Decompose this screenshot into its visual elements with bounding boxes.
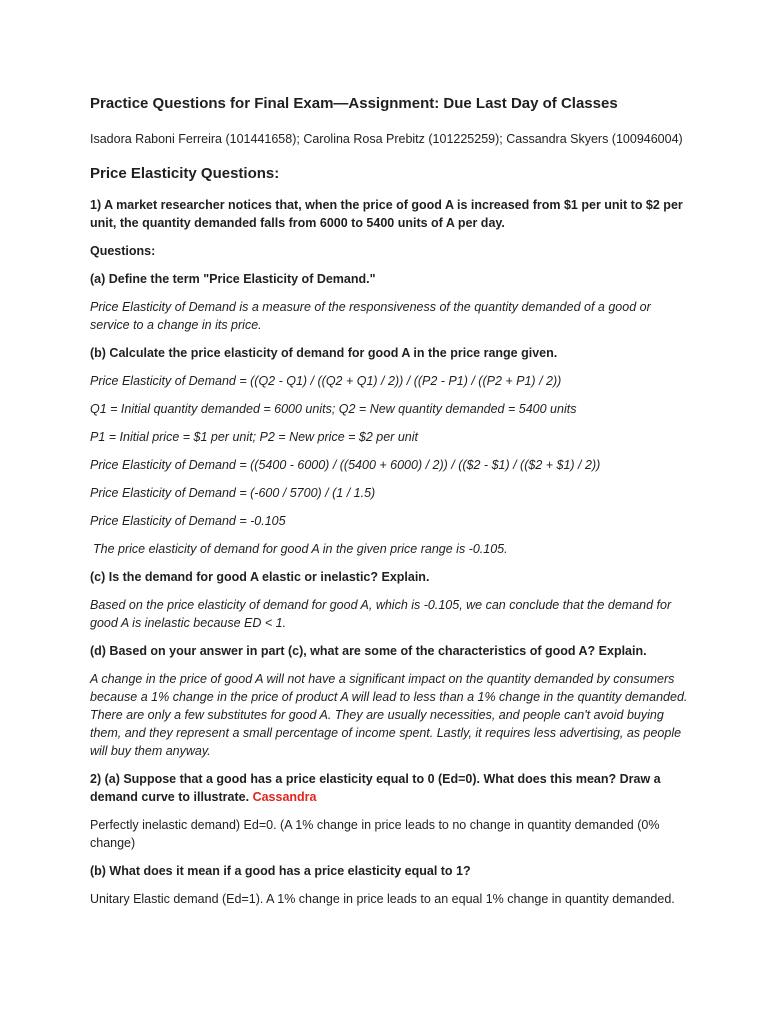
author-list: Isadora Raboni Ferreira (101441658); Carolina Rosa Prebitz (101225259); Cassandra Skyers (100946004) — [90, 132, 683, 146]
answer-1d: A change in the price of good A will not have a significant impact on the quantity demanded by consumers because a 1% change in the price of product A will lead to less than a 1% change in the quantity demanded. There are only a few substitutes for good A. They are usually necessities, and people can't avoid buying them, and they represent a small percentage of income spent. Lastly, it requires less advertising, as people will buy them anyway. — [90, 672, 688, 758]
question-1: 1) A market researcher notices that, when the price of good A is increased from $1 per unit to $2 per unit, the quantity demanded falls from 6000 to 5400 units of A per day. — [90, 198, 683, 230]
answer-1b-line: Price Elasticity of Demand = ((5400 - 6000) / ((5400 + 6000) / 2)) / (($2 - $1) / (($2 + $1) / 2)) — [90, 458, 601, 472]
answer-2a: Perfectly inelastic demand) Ed=0. (A 1% change in price leads to no change in quantity demanded (0% change) — [90, 818, 660, 850]
answer-1b-line: Q1 = Initial quantity demanded = 6000 units; Q2 = New quantity demanded = 5400 units — [90, 402, 577, 416]
answer-1b-line: P1 = Initial price = $1 per unit; P2 = New price = $2 per unit — [90, 430, 418, 444]
question-2a-text: 2) (a) Suppose that a good has a price elasticity equal to 0 (Ed=0). What does this mean? Draw a demand curve to illustrate. — [90, 772, 661, 804]
answer-1c: Based on the price elasticity of demand for good A, which is -0.105, we can conclude that the demand for good A is inelastic because ED < 1. — [90, 598, 672, 630]
answer-1b-line: Price Elasticity of Demand = -0.105 — [90, 514, 286, 528]
document-title: Practice Questions for Final Exam—Assignment: Due Last Day of Classes — [90, 95, 618, 112]
questions-label: Questions: — [90, 244, 156, 258]
section-heading: Price Elasticity Questions: — [90, 165, 280, 182]
answer-1b-line: Price Elasticity of Demand = (-600 / 5700) / (1 / 1.5) — [90, 486, 376, 500]
question-1c: (c) Is the demand for good A elastic or inelastic? Explain. — [90, 570, 430, 584]
question-2b: (b) What does it mean if a good has a price elasticity equal to 1? — [90, 864, 471, 878]
document-body — [90, 94, 690, 918]
question-1b: (b) Calculate the price elasticity of demand for good A in the price range given. — [90, 346, 558, 360]
question-2a — [90, 770, 690, 806]
answer-1b-line: Price Elasticity of Demand = ((Q2 - Q1) / ((Q2 + Q1) / 2)) / ((P2 - P1) / ((P2 + P1) / 2)) — [90, 374, 562, 388]
question-1a: (a) Define the term "Price Elasticity of Demand." — [90, 272, 376, 286]
assignee-name: Cassandra — [252, 790, 317, 804]
answer-1b-conclusion: The price elasticity of demand for good A in the given price range is -0.105. — [93, 542, 508, 556]
answer-2b: Unitary Elastic demand (Ed=1). A 1% change in price leads to an equal 1% change in quantity demanded. — [90, 892, 675, 906]
answer-1a: Price Elasticity of Demand is a measure of the responsiveness of the quantity demanded of a good or service to a change in its price. — [90, 300, 651, 332]
question-1d: (d) Based on your answer in part (c), what are some of the characteristics of good A? Explain. — [90, 644, 647, 658]
